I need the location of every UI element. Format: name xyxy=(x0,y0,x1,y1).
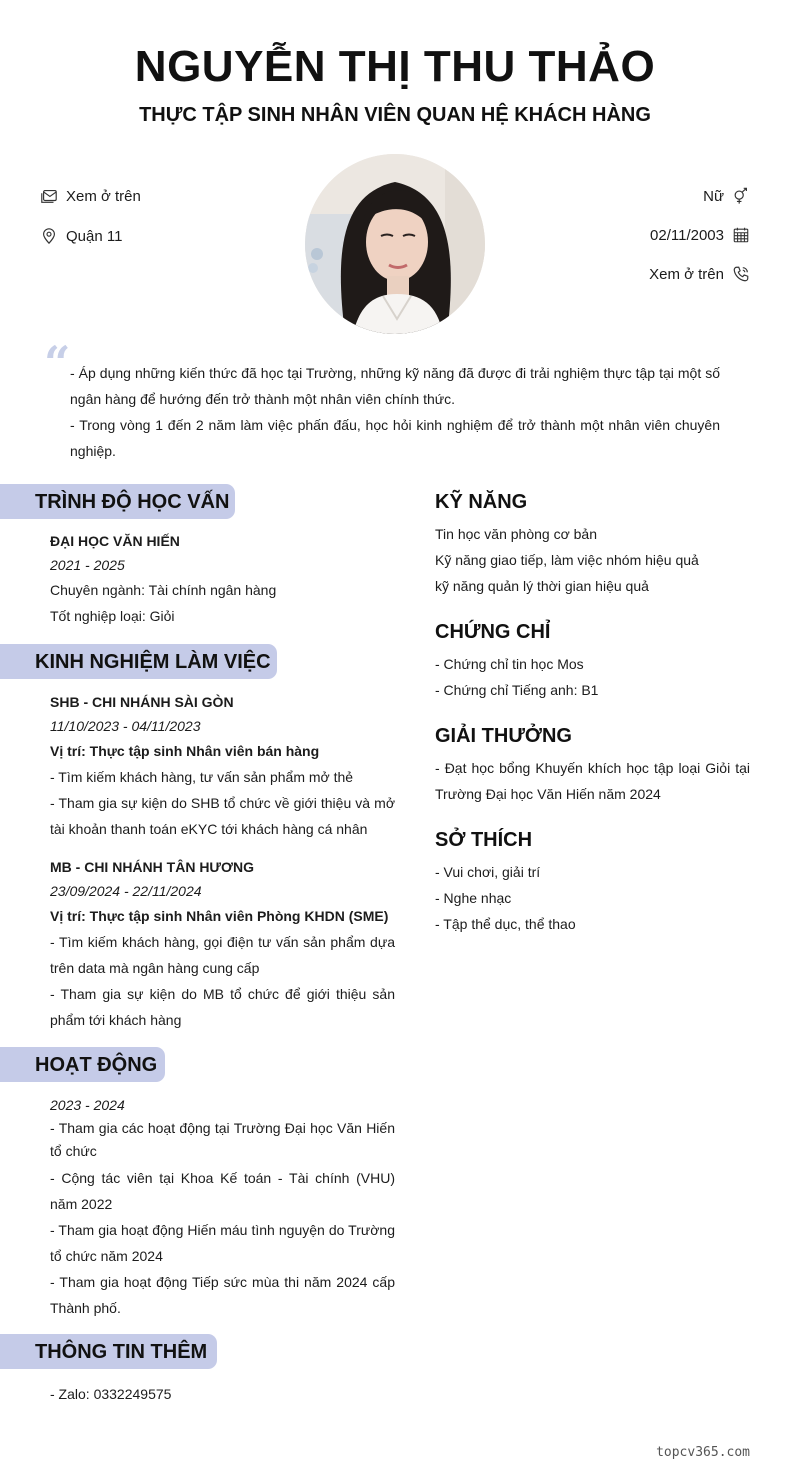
job-company: SHB - CHI NHÁNH SÀI GÒN xyxy=(50,694,234,710)
skills-section xyxy=(435,521,750,599)
gender-icon xyxy=(732,187,750,205)
envelope-icon xyxy=(40,187,58,205)
education-heading: TRÌNH ĐỘ HỌC VẤN xyxy=(0,484,235,519)
hobby-item: - Nghe nhạc xyxy=(435,890,512,906)
candidate-position: THỰC TẬP SINH NHÂN VIÊN QUAN HỆ KHÁCH HÀNG xyxy=(139,104,651,126)
objective-line: - Trong vòng 1 đến 2 năm làm việc phấn đấu, học hỏi kinh nghiệm để trở thành một nhân viên chuyên nghiệp. xyxy=(70,417,720,459)
extra-info-item: - Zalo: 0332249575 xyxy=(50,1386,172,1402)
activity-item: - Tham gia các hoạt động tại Trường Đại học Văn Hiến tổ chức xyxy=(50,1120,395,1159)
experience-heading: KINH NGHIỆM LÀM VIỆC xyxy=(0,644,277,679)
gender-value: Nữ xyxy=(703,187,724,205)
email-value: Xem ở trên xyxy=(66,187,141,205)
avatar xyxy=(305,154,485,334)
job-company: MB - CHI NHÁNH TÂN HƯƠNG xyxy=(50,859,254,875)
footer-brand: topcv365.com xyxy=(656,1445,750,1460)
calendar-icon xyxy=(732,226,750,244)
job-role: Vị trí: Thực tập sinh Nhân viên Phòng KHDN (SME) xyxy=(50,908,389,924)
job-task: - Tìm kiếm khách hàng, gọi điện tư vấn sản phẩm dựa trên data mà ngân hàng cung cấp xyxy=(50,934,395,976)
hobby-item: - Tập thể dục, thể thao xyxy=(435,916,576,932)
award-item: - Đạt học bổng Khuyến khích học tập loại Giỏi tại Trường Đại học Văn Hiến năm 2024 xyxy=(435,760,750,802)
phone-value: Xem ở trên xyxy=(649,265,724,283)
education-grade: Tốt nghiệp loại: Giỏi xyxy=(50,608,175,624)
birthday-value: 02/11/2003 xyxy=(650,226,724,244)
contact-phone xyxy=(649,264,750,284)
job-task: - Tìm kiếm khách hàng, tư vấn sản phẩm mở thẻ xyxy=(50,769,354,785)
candidate-name: NGUYỄN THỊ THU THẢO xyxy=(134,42,656,91)
location-pin-icon xyxy=(40,227,58,245)
job-period: 23/09/2024 - 22/11/2024 xyxy=(50,883,202,899)
awards-section xyxy=(435,755,750,807)
activity-item: - Tham gia hoạt động Tiếp sức mùa thi năm 2024 cấp Thành phố. xyxy=(50,1274,395,1316)
skill-item: Tin học văn phòng cơ bản xyxy=(435,526,597,542)
extra-info-heading: THÔNG TIN THÊM xyxy=(0,1334,217,1369)
experience-job xyxy=(50,690,395,842)
hobbies-heading: SỞ THÍCH xyxy=(435,829,533,851)
job-role: Vị trí: Thực tập sinh Nhân viên bán hàng xyxy=(50,743,320,759)
hobby-item: - Vui chơi, giải trí xyxy=(435,864,541,880)
activities-period: 2023 - 2024 xyxy=(50,1097,125,1113)
activities-section xyxy=(50,1093,395,1321)
quote-icon: “ xyxy=(44,336,71,390)
contact-address xyxy=(40,226,122,246)
hobbies-section xyxy=(435,859,750,937)
portrait-illustration xyxy=(305,154,485,334)
awards-heading: GIẢI THƯỞNG xyxy=(435,725,572,747)
skill-item: Kỹ năng giao tiếp, làm việc nhóm hiệu quả xyxy=(435,552,699,568)
contact-gender xyxy=(703,186,750,206)
objective-line: - Áp dụng những kiến thức đã học tại Trường, những kỹ năng đã được đi trải nghiệm thực tập tại một số ngân hàng để hướng đến trở thành một nhân viên chính thức. xyxy=(70,365,720,407)
contact-birthday xyxy=(650,225,750,245)
job-period: 11/10/2023 - 04/11/2023 xyxy=(50,718,201,734)
education-major: Chuyên ngành: Tài chính ngân hàng xyxy=(50,582,277,598)
skills-heading: KỸ NĂNG xyxy=(435,491,528,513)
activities-heading: HOẠT ĐỘNG xyxy=(0,1047,165,1082)
address-value: Quận 11 xyxy=(66,227,123,245)
certificates-section xyxy=(435,651,750,703)
certificate-item: - Chứng chỉ tin học Mos xyxy=(435,656,584,672)
certificate-item: - Chứng chỉ Tiếng anh: B1 xyxy=(435,682,599,698)
contact-email xyxy=(40,186,141,206)
certificates-heading: CHỨNG CHỈ xyxy=(435,621,551,643)
skill-item: kỹ năng quản lý thời gian hiệu quả xyxy=(435,578,649,594)
job-task: - Tham gia sự kiện do MB tổ chức để giới thiệu sản phẩm tới khách hàng xyxy=(50,986,395,1028)
activity-item: - Tham gia hoạt động Hiến máu tình nguyện do Trường tổ chức năm 2024 xyxy=(50,1222,395,1264)
job-task: - Tham gia sự kiện do SHB tổ chức về giới thiệu và mở tài khoản thanh toán eKYC tới khách hàng cá nhân xyxy=(50,795,395,837)
experience-job xyxy=(50,855,395,1033)
career-objective xyxy=(70,360,720,464)
school-name: ĐẠI HỌC VĂN HIẾN xyxy=(50,533,180,549)
activity-item: - Cộng tác viên tại Khoa Kế toán - Tài chính (VHU) năm 2022 xyxy=(50,1170,395,1212)
phone-icon xyxy=(732,265,750,283)
extra-info-section xyxy=(50,1381,395,1407)
education-section xyxy=(50,529,395,629)
education-period: 2021 - 2025 xyxy=(50,557,125,573)
